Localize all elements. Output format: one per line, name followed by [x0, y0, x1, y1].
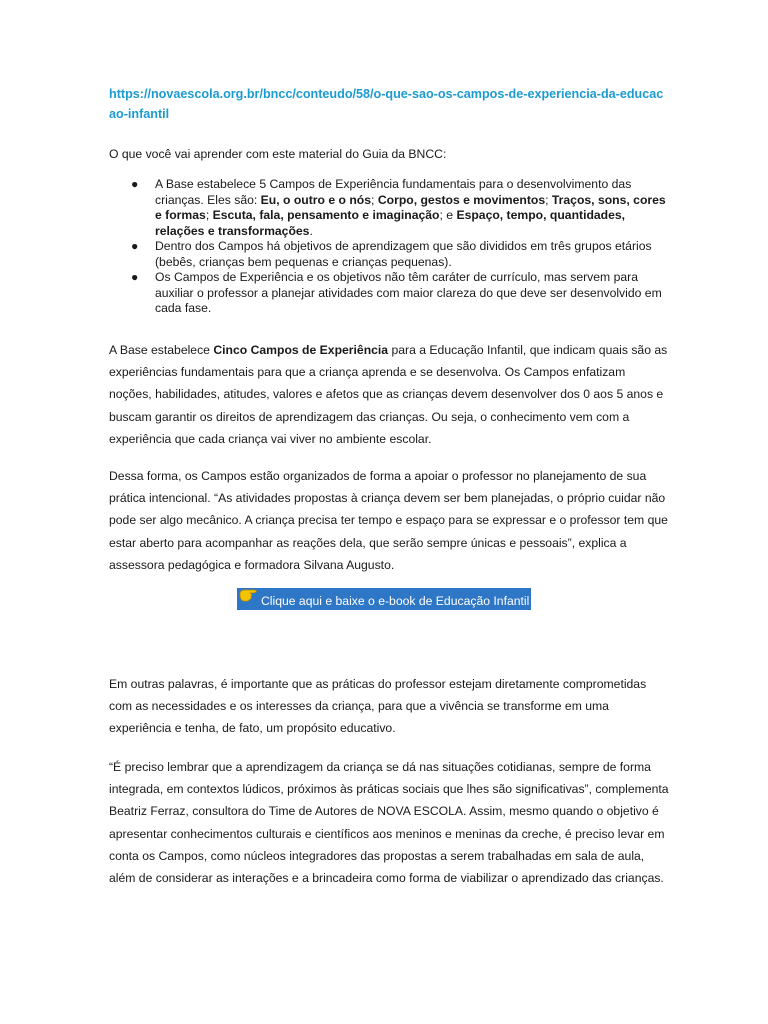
bullet-dot: ● — [131, 270, 139, 284]
ebook-download-label: Clique aqui e baixe o e-book de Educação Infantil — [261, 594, 530, 608]
paragraph-campos: A Base estabelece Cinco Campos de Experiência para a Educação Infantil, que indicam quais são as experiências fundamentais para que a criança aprenda e se desenvolva. Os Campos enfatizam noções, habilidades, atitudes, valores e afetos que as crianças devem desenvolver dos 0 aos 5 anos e buscam garantir os direitos de aprendizagem das crianças. Ou seja, o conhecimento vem com a experiência que cada criança vai viver no ambiente escolar. — [109, 343, 668, 446]
paragraph-praticas: Em outras palavras, é importante que as práticas do professor estejam diretamente comprometidas com as necessidades e os interesses da criança, para que a vivência se transforme em uma experiência e tenha, de fato, um propósito educativo. — [109, 677, 647, 736]
list-item: ● Dentro dos Campos há objetivos de aprendizagem que são divididos em três grupos etários (bebês, crianças bem pequenas e crianças pequenas). — [131, 239, 652, 269]
ebook-download-button[interactable] — [237, 588, 531, 610]
list-item: ● Os Campos de Experiência e os objetivos não têm caráter de currículo, mas servem para auxiliar o professor a planejar atividades com maior clareza do que deve ser desenvolvido em cada fase. — [131, 270, 662, 315]
paragraph-citacao: “É preciso lembrar que a aprendizagem da criança se dá nas situações cotidianas, sempre de forma integrada, em contextos lúdicos, próximos às práticas sociais que lhes são significativas”, complementa Beatriz Ferraz, consultora do Time de Autores de NOVA ESCOLA. Assim, mesmo quando o objetivo é apresentar conhecimentos culturais e científicos aos meninos e meninas da creche, é preciso levar em conta os Campos, como núcleos integradores das propostas a serem trabalhadas em sala de aula, além de considerar as interações e a brincadeira como forma de viabilizar o aprendizado das crianças. — [109, 760, 669, 886]
bullet-dot: ● — [131, 177, 139, 191]
intro-text: O que você vai aprender com este material do Guia da BNCC: — [109, 147, 447, 161]
paragraph-planejamento: Dessa forma, os Campos estão organizados de forma a apoiar o professor no planejamento de sua prática intencional. “As atividades propostas à criança devem ser bem planejadas, o próprio cuidar não pode ser algo mecânico. A criança precisa ter tempo e espaço para se expressar e o professor tem que estar aberto para acompanhar as reações dela, que serão sempre únicas e pessoais”, explica a assessora pedagógica e formadora Silvana Augusto. — [109, 469, 668, 572]
bullet-list — [109, 177, 669, 317]
source-url-link[interactable]: https://novaescola.org.br/bncc/conteudo/58/o-que-sao-os-campos-de-experiencia-da-educacao-infantil — [109, 87, 664, 121]
list-item: ● A Base estabelece 5 Campos de Experiência fundamentais para o desenvolvimento das crianças. Eles são: Eu, o outro e o nós; Corpo, gestos e movimentos; Traços, sons, cores e formas; Escuta, fala, pensamento e imaginação; e Espaço, tempo, quantidades, relações e transformações. — [131, 177, 666, 238]
pointing-hand-icon — [239, 588, 259, 602]
bullet-dot: ● — [131, 239, 139, 253]
